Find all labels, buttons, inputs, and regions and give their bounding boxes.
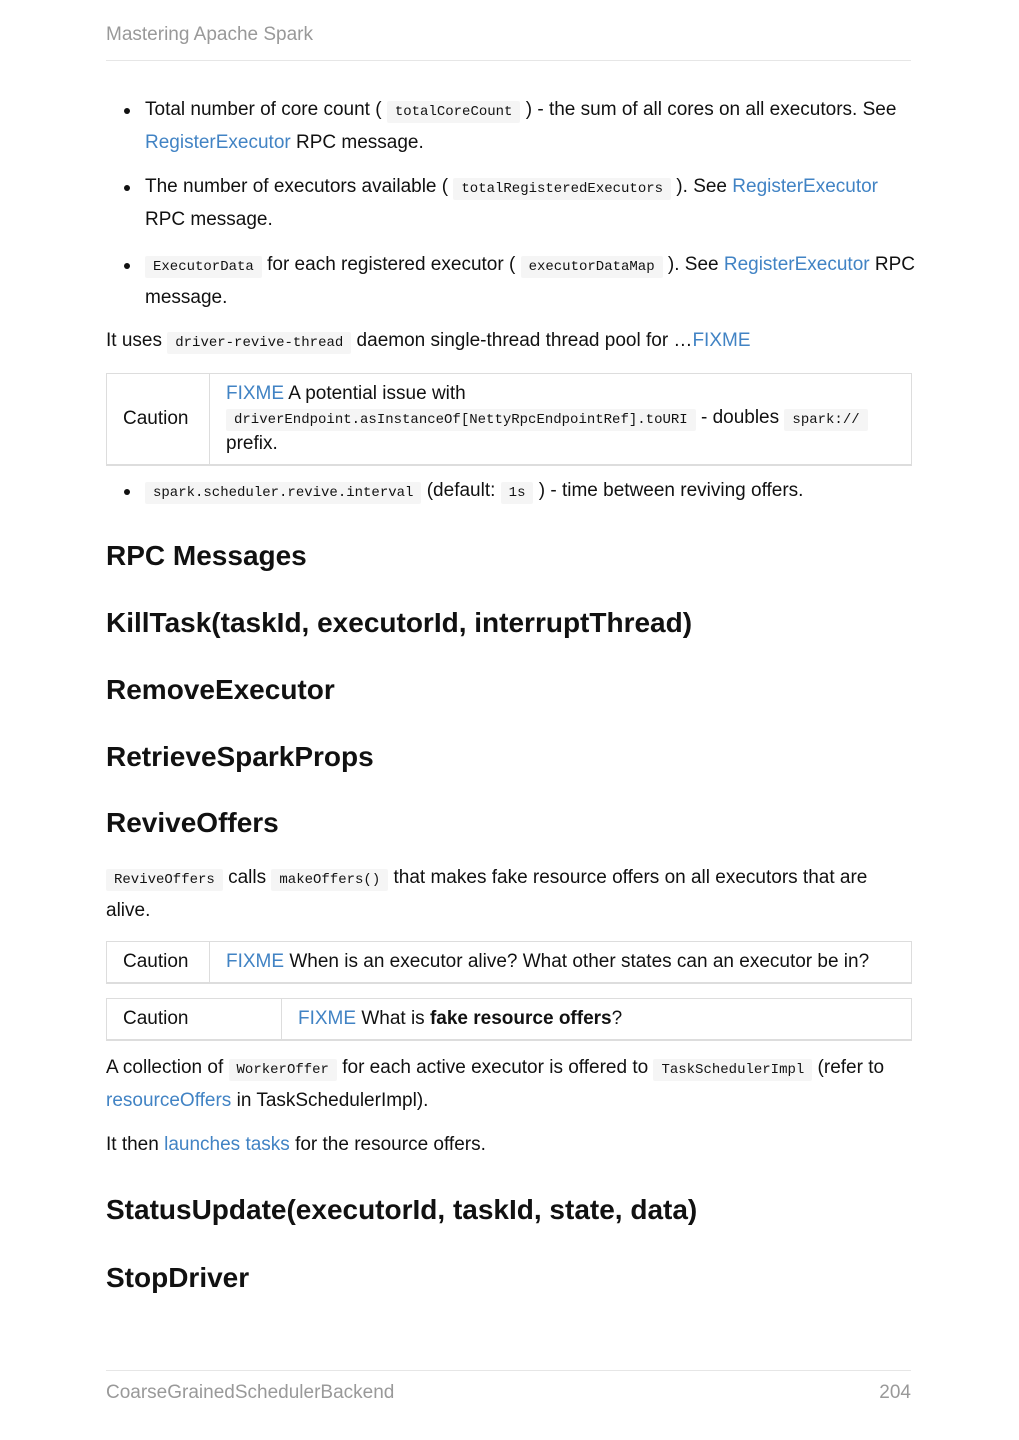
heading-statusupdate: StatusUpdate(executorId, taskId, state, data) — [106, 1194, 698, 1225]
running-header: Mastering Apache Spark — [106, 24, 314, 45]
inline-code: driver-revive-thread — [167, 332, 351, 354]
admonition-label: Caution — [107, 999, 282, 1041]
text-run: ? — [611, 1008, 623, 1029]
link[interactable]: RegisterExecutor — [723, 254, 870, 275]
paragraph-launch-tasks — [106, 1130, 911, 1161]
inline-code: totalRegisteredExecutors — [453, 178, 671, 200]
text-run: A collection of — [106, 1057, 229, 1078]
link[interactable]: FIXME — [226, 951, 285, 972]
text-run: It then — [106, 1134, 165, 1155]
text-run: What is — [356, 1008, 430, 1029]
heading-rpc-messages: RPC Messages — [106, 540, 307, 571]
inline-code: ReviveOffers — [106, 869, 223, 891]
link[interactable]: FIXME — [226, 383, 285, 404]
caution-admonition — [106, 998, 912, 1041]
inline-code: spark.scheduler.revive.interval — [145, 482, 421, 504]
bullet-icon — [124, 489, 130, 495]
inline-code: ExecutorData — [145, 256, 262, 278]
footer-divider — [106, 1370, 911, 1371]
admonition-label: Caution — [107, 374, 210, 466]
admonition-content — [210, 374, 912, 466]
text-run: ). See — [662, 254, 724, 275]
heading-killtask: KillTask(taskId, executorId, interruptThread) — [106, 607, 693, 638]
inline-code: TaskSchedulerImpl — [653, 1059, 812, 1081]
text-run: that makes fake resource offers on all executors that are alive. — [106, 867, 868, 921]
bold-text: fake resource offers — [429, 1008, 612, 1029]
inline-code: totalCoreCount — [387, 101, 521, 123]
heading-reviveoffers: ReviveOffers — [106, 807, 279, 838]
inline-code: 1s — [501, 482, 534, 504]
text-run: for each active executor is offered to — [336, 1057, 654, 1078]
text-run: ) - time between reviving offers. — [533, 480, 804, 501]
text-run: prefix. — [226, 433, 278, 454]
bullet-icon — [124, 263, 130, 269]
caution-admonition — [106, 941, 912, 984]
link[interactable]: launches tasks — [164, 1134, 290, 1155]
text-run: Total number of core count ( — [145, 99, 387, 120]
link[interactable]: RegisterExecutor — [145, 131, 291, 153]
bullet-revive-interval — [145, 476, 915, 509]
heading-stopdriver: StopDriver — [106, 1262, 250, 1293]
caution-admonition — [106, 373, 912, 466]
text-run: daemon single-thread thread pool for … — [351, 330, 693, 351]
text-run: RPC message. — [145, 254, 915, 308]
link[interactable]: RegisterExecutor — [732, 176, 879, 197]
admonition-content — [210, 942, 912, 984]
heading-removeexecutor: RemoveExecutor — [106, 674, 335, 705]
link[interactable]: resourceOffers — [106, 1089, 232, 1111]
text-run: A potential issue with — [284, 383, 466, 404]
admonition-content — [282, 999, 912, 1041]
link[interactable]: FIXME — [692, 330, 751, 351]
bullet-executors-available — [145, 172, 915, 235]
bullet-icon — [124, 108, 130, 114]
text-run: RPC message. — [290, 131, 424, 153]
inline-code: WorkerOffer — [229, 1059, 337, 1081]
heading-retrievesparkprops: RetrieveSparkProps — [106, 741, 374, 772]
text-run: It uses — [106, 330, 168, 351]
bullet-core-count — [145, 95, 915, 158]
text-run: RPC message. — [145, 208, 273, 230]
text-run: calls — [222, 867, 272, 888]
text-run: ) - the sum of all cores on all executors. See — [520, 99, 897, 120]
inline-code: spark:// — [784, 409, 867, 431]
inline-code: driverEndpoint.asInstanceOf[NettyRpcEndpointRef].toURI — [226, 409, 696, 431]
bullet-executor-data — [145, 250, 915, 313]
text-run: - doubles — [695, 407, 785, 428]
link[interactable]: FIXME — [298, 1008, 357, 1029]
text-run: When is an executor alive? What other states can an executor be in? — [284, 951, 870, 972]
paragraph-workeroffer — [106, 1053, 911, 1116]
text-run: in TaskSchedulerImpl). — [231, 1089, 429, 1111]
admonition-label: Caution — [107, 942, 210, 984]
text-run: ). See — [671, 176, 733, 197]
paragraph-revive-thread — [106, 326, 911, 359]
inline-code: makeOffers() — [271, 869, 388, 891]
text-run: (default: — [421, 480, 501, 501]
text-run: for the resource offers. — [289, 1134, 486, 1155]
inline-code: executorDataMap — [521, 256, 663, 278]
footer-chapter: CoarseGrainedSchedulerBackend — [106, 1382, 395, 1403]
paragraph-reviveoffers — [106, 863, 911, 926]
bullet-icon — [124, 185, 130, 191]
text-run: The number of executors available ( — [145, 176, 454, 197]
text-run: for each registered executor ( — [261, 254, 521, 275]
text-run: (refer to — [812, 1057, 885, 1078]
header-divider — [106, 60, 911, 61]
page-number: 204 — [879, 1382, 911, 1403]
